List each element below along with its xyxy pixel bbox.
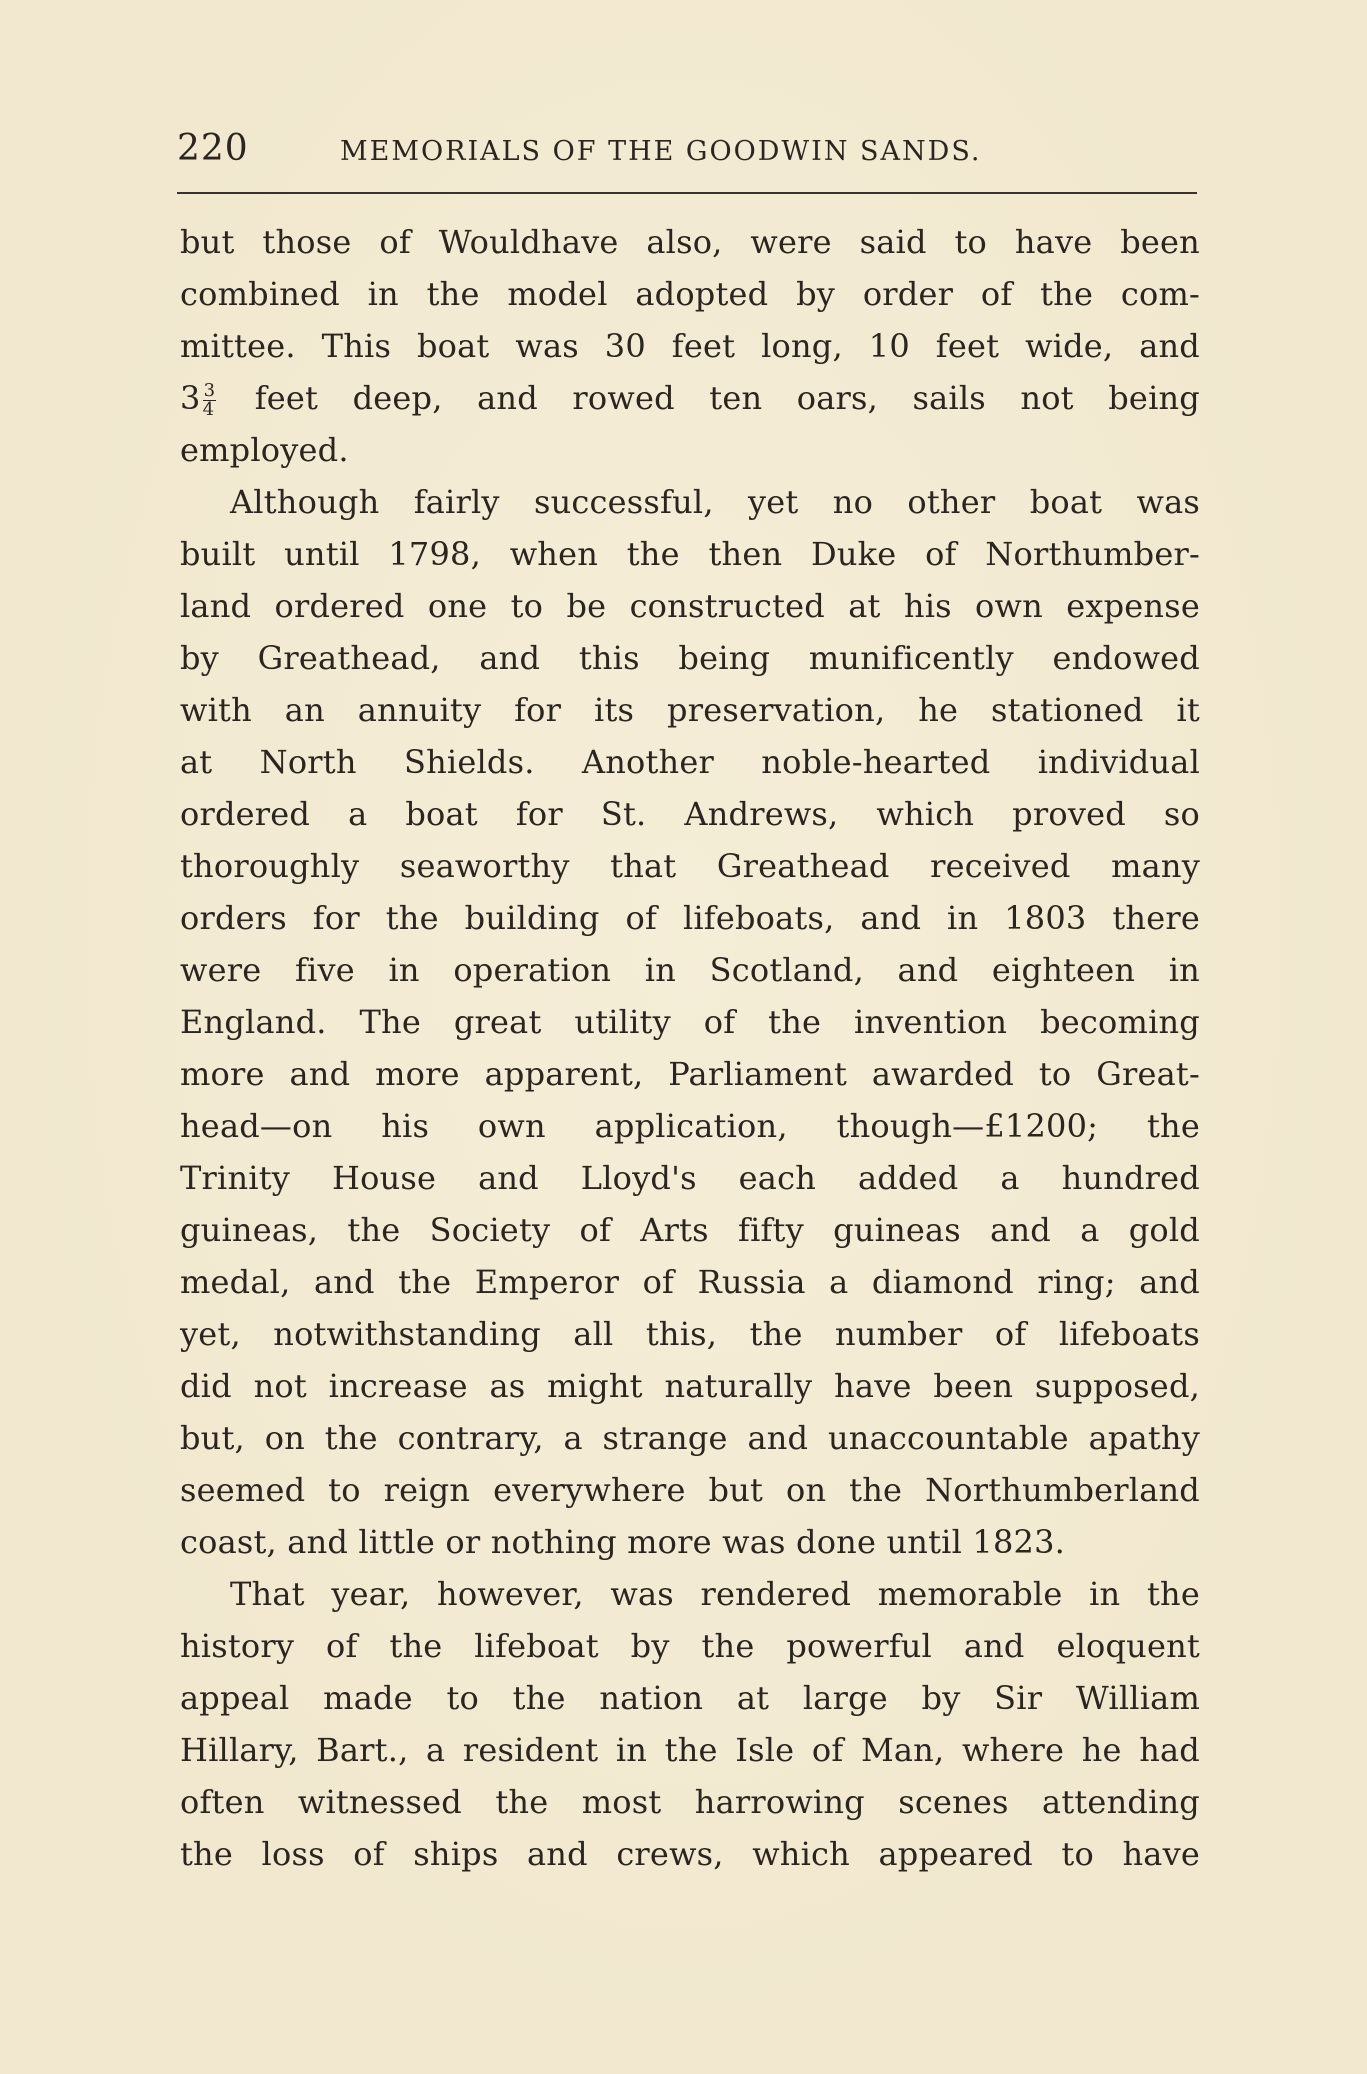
text-line: history of the lifeboat by the powerful and eloquent [180,1627,1200,1665]
text-line: mittee. This boat was 30 feet long, 10 feet wide, and [180,327,1200,365]
text-line-rest: feet deep, and rowed ten oars, sails not being [220,379,1200,417]
text-line: medal, and the Emperor of Russia a diamond ring; and [180,1263,1200,1301]
mixed-number-fraction [203,382,217,419]
text-line: Hillary, Bart., a resident in the Isle of Man, where he had [180,1731,1200,1769]
text-line: Although fairly successful, yet no other boat was [230,483,1200,521]
text-line: head—on his own application, though—£1200; the [180,1107,1200,1145]
page-number: 220 [177,128,249,169]
text-line: coast, and little or nothing more was done until 1823. [180,1523,1066,1561]
text-line: at North Shields. Another noble-hearted individual [180,743,1200,781]
text-line: yet, notwithstanding all this, the number of lifeboats [180,1315,1200,1353]
running-title: MEMORIALS OF THE GOODWIN SANDS. [340,136,982,167]
text-line: guineas, the Society of Arts fifty guineas and a gold [180,1211,1200,1249]
header-rule [177,192,1197,194]
text-line: employed. [180,431,349,469]
text-line: That year, however, was rendered memorable in the [230,1575,1200,1613]
text-line: more and more apparent, Parliament awarded to Great- [180,1055,1200,1093]
fraction-denominator: 4 [202,399,215,420]
text-line: did not increase as might naturally have been supposed, [180,1367,1200,1405]
page-header [177,128,1197,188]
text-line: England. The great utility of the invention becoming [180,1003,1200,1041]
text-line: combined in the model adopted by order of the com- [180,275,1200,313]
text-line: by Greathead, and this being munificently endowed [180,639,1200,677]
text-line: land ordered one to be constructed at his own expense [180,587,1200,625]
text-line: with an annuity for its preservation, he stationed it [180,691,1200,729]
text-line: but, on the contrary, a strange and unaccountable apathy [180,1419,1200,1457]
text-line: but those of Wouldhave also, were said to have been [180,223,1200,261]
text-line: Trinity House and Lloyd's each added a hundred [180,1159,1200,1197]
text-line: often witnessed the most harrowing scenes attending [180,1783,1200,1821]
text-line: orders for the building of lifeboats, and in 1803 there [180,899,1200,937]
mixed-number-whole: 3 [180,379,201,417]
text-line: built until 1798, when the then Duke of Northumber- [180,535,1200,573]
body-text [180,216,1200,1880]
text-line: seemed to reign everywhere but on the Northumberland [180,1471,1200,1509]
text-line-with-fraction [180,372,1200,424]
text-line: thoroughly seaworthy that Greathead received many [180,847,1200,885]
text-line: were five in operation in Scotland, and eighteen in [180,951,1200,989]
text-line: the loss of ships and crews, which appeared to have [180,1835,1200,1873]
fraction-numerator: 3 [203,380,216,401]
text-line: ordered a boat for St. Andrews, which proved so [180,795,1200,833]
text-line: appeal made to the nation at large by Sir William [180,1679,1200,1717]
